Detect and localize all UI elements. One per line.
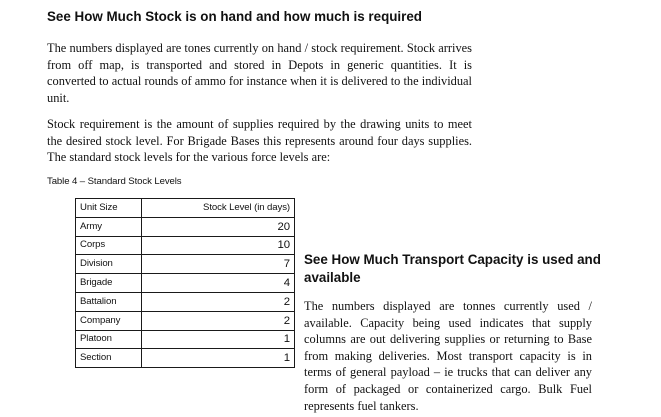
cell-unit: Division	[76, 255, 142, 274]
table-row	[76, 330, 295, 349]
transport-paragraph: The numbers displayed are tonnes currently used / available. Capacity being used indicates that supply columns are out delivering supplies or returning to Base from making deliveries. Most transport capacity is in terms of general payload – ie trucks that can deliver any form of packaged or containerized cargo. Bulk Fuel represents fuel tankers.	[304, 299, 592, 413]
cell-unit: Platoon	[76, 330, 142, 349]
cell-days: 4	[142, 274, 295, 293]
cell-unit: Section	[76, 349, 142, 368]
stock-levels-table	[75, 198, 295, 368]
stock-paragraph-2: Stock requirement is the amount of supplies required by the drawing units to meet the desired stock level. For Brigade Bases this represents around four days supplies. The standard stock levels for the various force levels are:	[47, 117, 472, 165]
cell-days: 1	[142, 330, 295, 349]
table-row	[76, 236, 295, 255]
cell-unit: Company	[76, 311, 142, 330]
stock-heading: See How Much Stock is on hand and how much is required	[47, 9, 422, 24]
cell-days: 20	[142, 217, 295, 236]
cell-days: 2	[142, 292, 295, 311]
table-caption: Table 4 – Standard Stock Levels	[47, 176, 182, 187]
table-header-row	[76, 199, 295, 218]
cell-unit: Army	[76, 217, 142, 236]
cell-unit: Corps	[76, 236, 142, 255]
cell-unit: Brigade	[76, 274, 142, 293]
table-row	[76, 217, 295, 236]
table-row	[76, 255, 295, 274]
cell-days: 1	[142, 349, 295, 368]
transport-heading: See How Much Transport Capacity is used and available	[304, 252, 601, 285]
header-unit-size: Unit Size	[76, 199, 142, 218]
table-row	[76, 274, 295, 293]
cell-unit: Battalion	[76, 292, 142, 311]
table-row	[76, 311, 295, 330]
stock-paragraph-1: The numbers displayed are tones currently on hand / stock requirement. Stock arrives from off map, is transported and stored in Depots in generic quantities. It is converted to actual rounds of ammo for instance when it is delivered to the individual unit.	[47, 41, 472, 105]
header-stock-level: Stock Level (in days)	[142, 199, 295, 218]
table-row	[76, 349, 295, 368]
table-row	[76, 292, 295, 311]
cell-days: 2	[142, 311, 295, 330]
cell-days: 10	[142, 236, 295, 255]
cell-days: 7	[142, 255, 295, 274]
